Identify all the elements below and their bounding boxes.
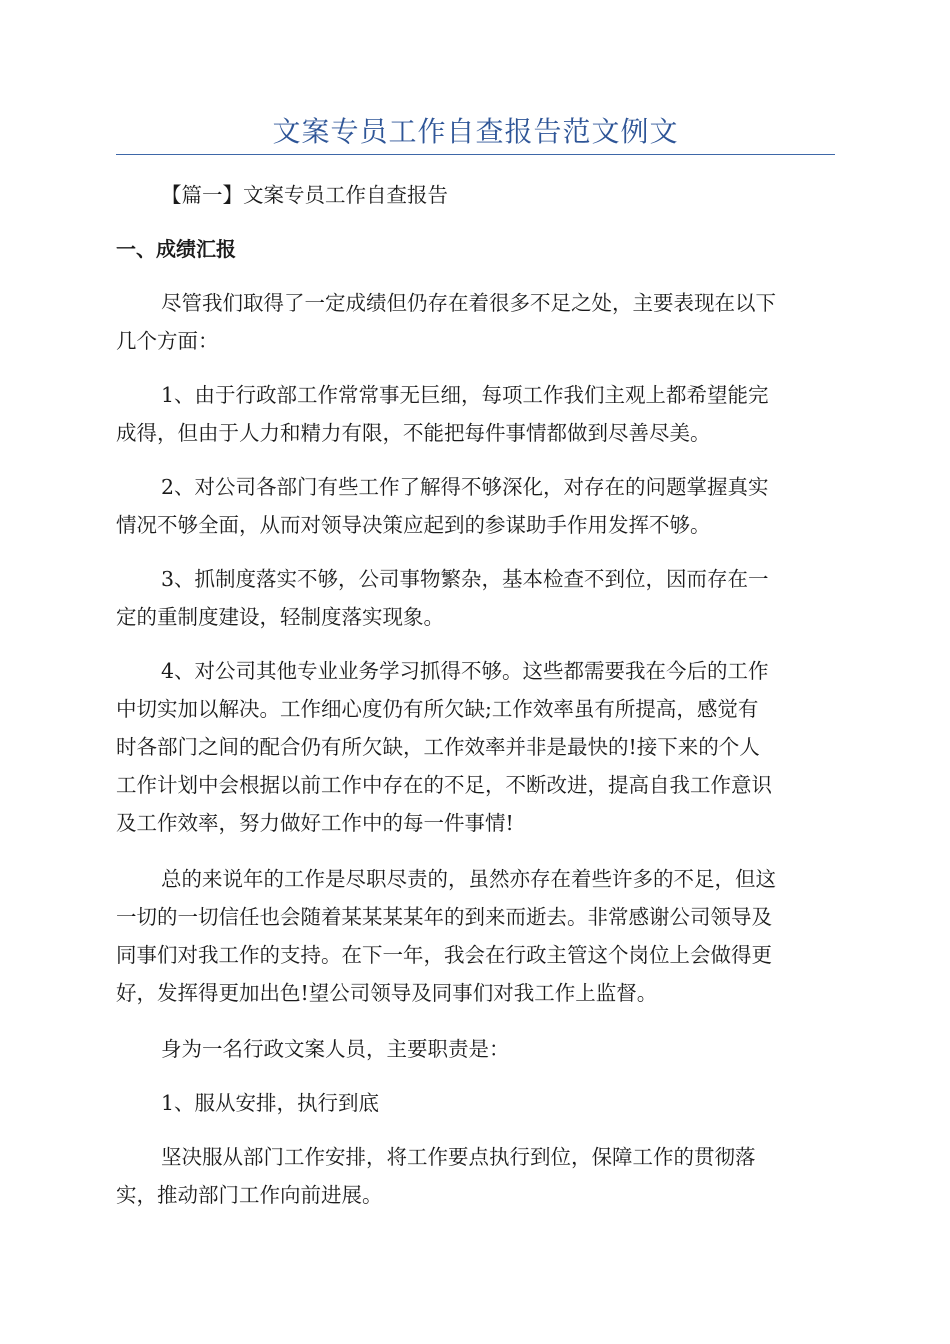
paragraph-line: 坚决服从部门工作安排，将工作要点执行到位，保障工作的贯彻落 xyxy=(161,1145,756,1169)
paragraph-line: 2、对公司各部门有些工作了解得不够深化，对存在的问题掌握真实 xyxy=(161,475,769,499)
paragraph-line: 定的重制度建设，轻制度落实现象。 xyxy=(116,605,444,629)
paragraph-line: 同事们对我工作的支持。在下一年，我会在行政主管这个岗位上会做得更 xyxy=(116,943,772,967)
paragraph-line: 一切的一切信任也会随着某某某某年的到来而逝去。非常感谢公司领导及 xyxy=(116,905,772,929)
paragraph-line: 成得，但由于人力和精力有限，不能把每件事情都做到尽善尽美。 xyxy=(116,421,711,445)
paragraph-line: 4、对公司其他专业业务学习抓得不够。这些都需要我在今后的工作 xyxy=(161,659,769,683)
paragraph-line: 1、服从安排，执行到底 xyxy=(161,1091,380,1115)
paragraph-line: 中切实加以解决。工作细心度仍有所欠缺;工作效率虽有所提高，感觉有 xyxy=(116,697,759,721)
paragraph-line: 几个方面： xyxy=(116,329,219,353)
document-title: 文案专员工作自查报告范文例文 xyxy=(272,115,679,148)
section-label: 【篇一】文案专员工作自查报告 xyxy=(161,183,448,207)
paragraph-line: 时各部门之间的配合仍有所欠缺，工作效率并非是最快的!接下来的个人 xyxy=(116,735,760,759)
section-heading: 一、成绩汇报 xyxy=(116,237,236,261)
paragraph-line: 好，发挥得更加出色!望公司领导及同事们对我工作上监督。 xyxy=(116,981,658,1005)
paragraph-line: 总的来说年的工作是尽职尽责的，虽然亦存在着些许多的不足，但这 xyxy=(161,867,776,891)
paragraph-line: 尽管我们取得了一定成绩但仍存在着很多不足之处，主要表现在以下 xyxy=(161,291,776,315)
paragraph-line: 情况不够全面，从而对领导决策应起到的参谋助手作用发挥不够。 xyxy=(116,513,711,537)
paragraph-line: 身为一名行政文案人员，主要职责是： xyxy=(161,1037,510,1061)
paragraph-line: 3、抓制度落实不够，公司事物繁杂，基本检查不到位，因而存在一 xyxy=(161,567,769,591)
paragraph-line: 实，推动部门工作向前进展。 xyxy=(116,1183,383,1207)
paragraph-line: 及工作效率，努力做好工作中的每一件事情! xyxy=(116,811,514,835)
paragraph-line: 工作计划中会根据以前工作中存在的不足，不断改进，提高自我工作意识 xyxy=(116,773,772,797)
title-underline xyxy=(116,154,835,155)
paragraph-line: 1、由于行政部工作常常事无巨细，每项工作我们主观上都希望能完 xyxy=(161,383,769,407)
